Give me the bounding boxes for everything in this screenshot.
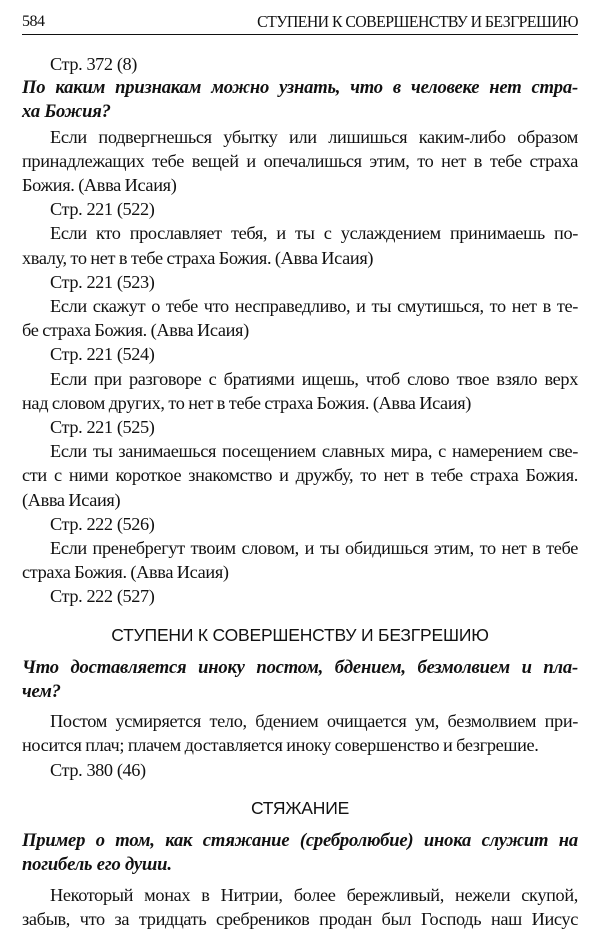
text-line: носится плач; плачем доставляется иноку совершенство и безгрешие. <box>22 735 539 756</box>
text-line: Некоторый монах в Нитрии, более бережливый, нежели скупой, <box>50 884 578 905</box>
source-reference: Стр. 221 (524) <box>50 344 155 365</box>
text-line: Если ты занимаешься посещением славных мира, с намерением све- <box>50 441 578 462</box>
text-line: принадлежащих тебе вещей и опечалишься этим, то нет в тебе страха <box>22 150 578 171</box>
paragraph <box>22 221 578 269</box>
page-body <box>22 52 578 931</box>
question-heading <box>22 829 578 877</box>
text-line: Что доставляется иноку постом, бдением, безмолвием и пла- <box>22 656 578 678</box>
paragraph <box>22 439 578 512</box>
text-line: сти с ними короткое знакомство и дружбу, то нет в тебе страха Божия. <box>22 465 578 486</box>
text-line: над словом других, то нет в тебе страха Божия. (Авва Исаия) <box>22 392 472 413</box>
text-line: Если пренебрегут твоим словом, и ты обидишься этим, то нет в тебе <box>50 538 578 559</box>
question-heading <box>22 656 578 704</box>
paragraph <box>22 883 578 931</box>
paragraph <box>22 367 578 415</box>
text-line: чем? <box>22 681 61 703</box>
paragraph <box>22 125 578 198</box>
paragraph <box>22 709 578 757</box>
text-line: страха Божия. (Авва Исаия) <box>22 562 229 583</box>
running-title: СТУПЕНИ К СОВЕРШЕНСТВУ И БЕЗГРЕШИЮ <box>257 12 578 31</box>
paragraph <box>22 536 578 584</box>
text-line: Постом усмиряется тело, бдением очищается ум, безмолвием при- <box>50 711 578 732</box>
text-line: Если при разговоре с братиями ищешь, чтоб слово твое взяло верх <box>50 368 578 389</box>
text-line: Пример о том, как стяжание (сребролюбие) инока служит на <box>22 830 578 852</box>
text-line: хвалу, то нет в тебе страха Божия. (Авва Исаия) <box>22 247 374 268</box>
text-line: Если кто прославляет тебя, и ты с услаждением принимаешь по- <box>50 223 578 244</box>
text-line: забыв, что за тридцать сребреников продан был Господь наш Иисус <box>22 908 578 929</box>
text-line: Если подвергнешься убытку или лишишься каким-либо образом <box>50 126 578 147</box>
paragraph <box>22 294 578 342</box>
page-number: 584 <box>22 13 45 30</box>
running-header <box>22 10 578 35</box>
source-reference: Стр. 222 (526) <box>50 513 155 534</box>
source-reference: Стр. 222 (527) <box>50 586 155 607</box>
text-line: погибель его души. <box>22 854 172 876</box>
text-line: бе страха Божия. (Авва Исаия) <box>22 320 249 341</box>
text-line: (Авва Исаия) <box>22 489 121 510</box>
text-line: Если скажут о тебе что несправедливо, и ты смутишься, то нет в те- <box>50 296 578 317</box>
source-reference: Стр. 380 (46) <box>50 759 146 780</box>
source-reference: Стр. 221 (523) <box>50 271 155 292</box>
section-heading: СТЯЖАНИЕ <box>250 797 350 818</box>
source-reference: Стр. 221 (525) <box>50 417 155 438</box>
section-heading: СТУПЕНИ К СОВЕРШЕНСТВУ И БЕЗГРЕШИЮ <box>111 624 489 645</box>
source-reference: Стр. 221 (522) <box>50 199 155 220</box>
source-reference: Стр. 372 (8) <box>50 54 137 74</box>
text-line: ха Божия? <box>22 101 111 123</box>
question-heading <box>22 76 578 124</box>
text-line: По каким признакам можно узнать, что в человеке нет стра- <box>22 77 578 99</box>
text-line: Божия. (Авва Исаия) <box>22 175 177 196</box>
